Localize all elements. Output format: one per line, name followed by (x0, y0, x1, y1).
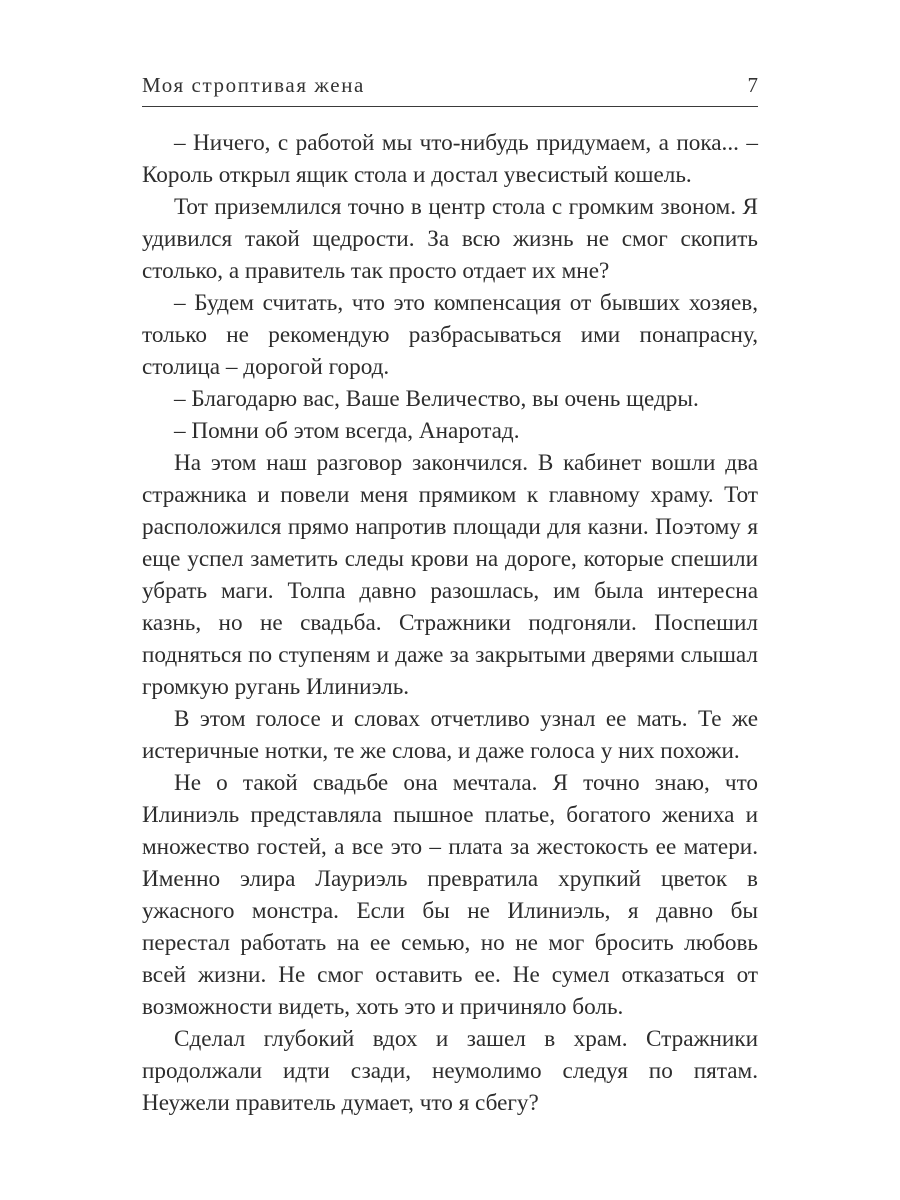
paragraph: Не о такой свадьбе она мечтала. Я точно знаю, что Илиниэль представляла пышное платье, богатого жениха и множество гостей, а все это – плата за жестокость ее матери. Именно элира Лауриэль превратила хрупкий цветок в ужасного монстра. Если бы не Илиниэль, я давно бы перестал работать на ее семью, но не мог бросить любовь всей жизни. Не смог оставить ее. Не сумел отказаться от возможности видеть, хоть это и причиняло боль. (142, 770, 758, 1020)
paragraph: На этом наш разговор закончился. В кабинет вошли два стражника и повели меня прямиком к главному храму. Тот расположился прямо напротив площади для казни. Поэтому я еще успел заметить следы крови на дороге, которые спешили убрать маги. Толпа давно разошлась, им была интересна казнь, но не свадьба. Стражники подгоняли. Поспешил подняться по ступеням и даже за закрытыми дверями слышал громкую ругань Илиниэль. (142, 450, 758, 700)
paragraph: В этом голосе и словах отчетливо узнал ее мать. Те же истеричные нотки, те же слова, и даже голоса у них похожи. (142, 706, 758, 764)
paragraph: – Ничего, с работой мы что-нибудь придумаем, а пока... – Король открыл ящик стола и достал увесистый кошель. (142, 130, 758, 188)
body-text (142, 127, 758, 1119)
paragraph: – Будем считать, что это компенсация от бывших хозяев, только не рекомендую разбрасываться ими понапрасну, столица – дорогой город. (142, 290, 758, 380)
paragraph: Тот приземлился точно в центр стола с громким звоном. Я удивился такой щедрости. За всю жизнь не смог скопить столько, а правитель так просто отдает их мне? (142, 194, 758, 284)
book-title: Моя строптивая жена (142, 73, 365, 97)
paragraph: – Благодарю вас, Ваше Величество, вы очень щедры. (174, 386, 699, 412)
running-header (142, 66, 758, 107)
paragraph: Сделал глубокий вдох и зашел в храм. Стражники продолжали идти сзади, неумолимо следуя по пятам. Неужели правитель думает, что я сбегу? (142, 1026, 758, 1116)
paragraph: – Помни об этом всегда, Анаротад. (174, 418, 520, 444)
page-number: 7 (747, 73, 758, 97)
